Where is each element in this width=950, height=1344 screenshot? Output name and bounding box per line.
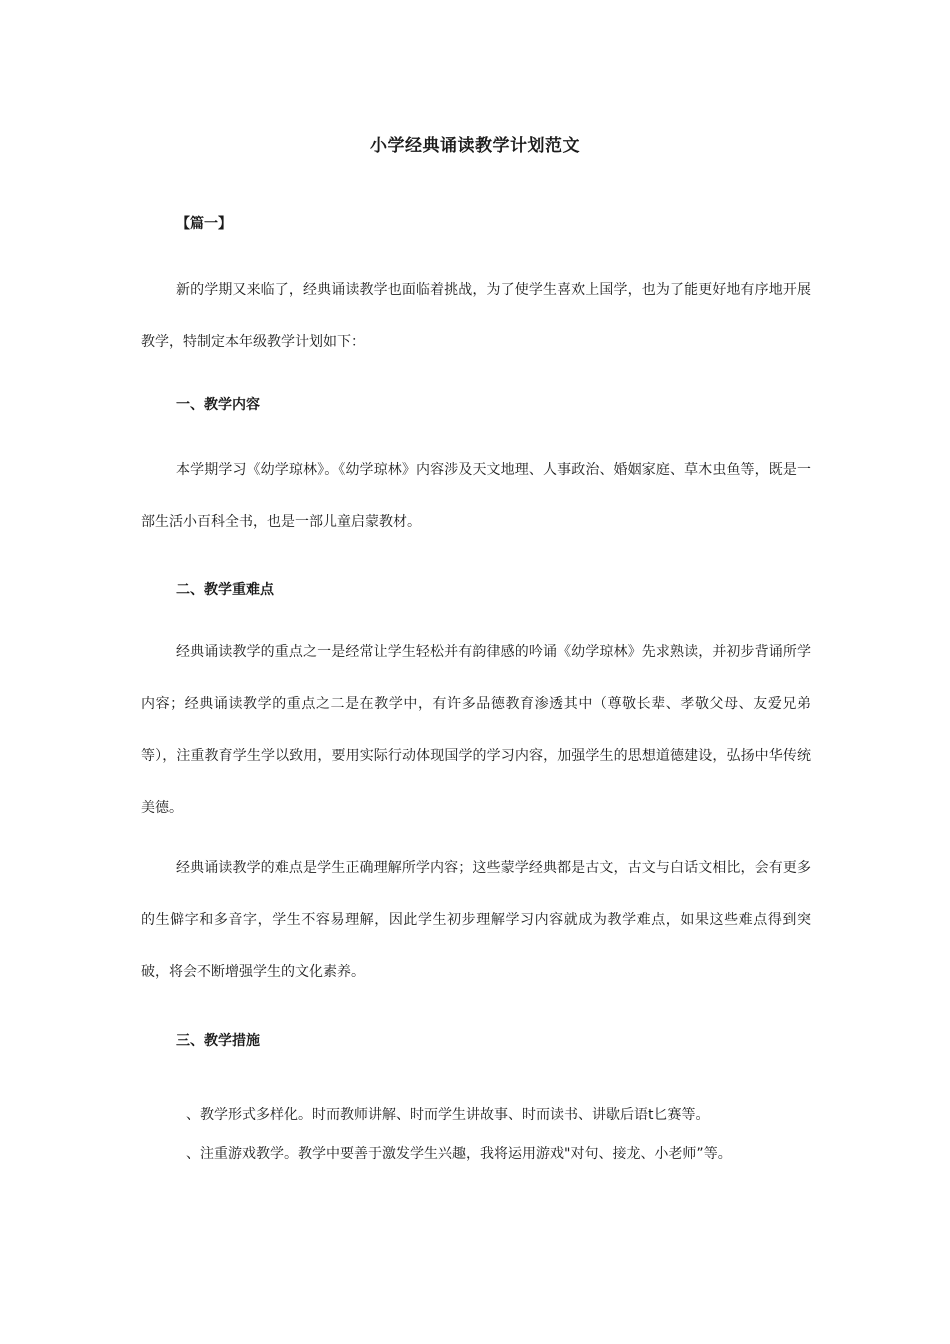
- section-heading-content: 一、教学内容: [176, 397, 260, 413]
- section2-paragraph-2: 经典诵读教学的难点是学生正确理解所学内容；这些蒙学经典都是古文，古文与白话文相比，会有更多的生僻字和多音字，学生不容易理解，因此学生初步理解学习内容就成为教学难点，如果这些难点得到突破，将会不断增强学生的文化素养。: [141, 860, 811, 980]
- measure-item: 、教学形式多样化。时而教师讲解、时而学生讲故事、时而读书、讲歇后语t匕赛等。: [186, 1107, 710, 1123]
- part-label: 【篇一】: [176, 216, 232, 232]
- section2-paragraph-1: 经典诵读教学的重点之一是经常让学生轻松并有韵律感的吟诵《幼学琼林》先求熟读，并初步背诵所学内容；经典诵读教学的重点之二是在教学中，有许多品德教育渗透其中（尊敬长辈、孝敬父母、友爱兄弟等），注重教育学生学以致用，要用实际行动体现国学的学习内容，加强学生的思想道德建设，弘扬中华传统美德。: [141, 644, 811, 816]
- section-heading-key-points: 二、教学重难点: [176, 582, 274, 598]
- intro-paragraph: 新的学期又来临了，经典诵读教学也面临着挑战，为了使学生喜欢上国学，也为了能更好地有序地开展教学，特制定本年级教学计划如下：: [141, 282, 811, 350]
- document-title: 小学经典诵读教学计划范文: [370, 136, 580, 156]
- section1-paragraph: 本学期学习《幼学琼林》。《幼学琼林》内容涉及天文地理、人事政治、婚姻家庭、草木虫鱼等，既是一部生活小百科全书，也是一部儿童启蒙教材。: [141, 462, 811, 530]
- section-heading-measures: 三、教学措施: [176, 1033, 260, 1049]
- measure-item: 、注重游戏教学。教学中要善于激发学生兴趣，我将运用游戏"对句、接龙、小老师”等。: [186, 1146, 732, 1162]
